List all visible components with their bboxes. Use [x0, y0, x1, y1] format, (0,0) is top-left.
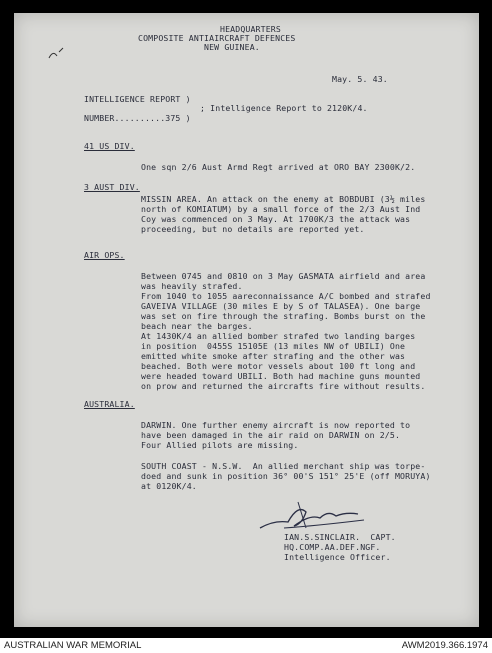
signature-title: Intelligence Officer. — [284, 552, 391, 562]
australia-line: SOUTH COAST - N.S.W. An allied merchant ship was torpe- — [141, 461, 426, 471]
section-heading-air-ops: AIR OPS. — [84, 250, 125, 260]
section-text: One sqn 2/6 Aust Armd Regt arrived at ORO BAY 2300K/2. — [141, 162, 416, 172]
air-ops-line: beach near the barges. — [141, 321, 253, 331]
section-heading-3-aust-div: 3 AUST DIV. — [84, 182, 140, 192]
signature-unit: HQ.COMP.AA.DEF.NGF. — [284, 542, 381, 552]
air-ops-line: in position 0455S 15105E (13 miles NW of UBILI) One — [141, 341, 406, 351]
footer-institution: AUSTRALIAN WAR MEMORIAL — [4, 640, 142, 651]
australia-line: doed and sunk in position 36° 00'S 151° 25'E (off MORUYA) — [141, 471, 431, 481]
section-text: Coy was commenced on 3 May. At 1700K/3 the attack was — [141, 214, 411, 224]
air-ops-line: were headed toward UBILI. Both had machine guns mounted — [141, 371, 421, 381]
section-heading-australia: AUSTRALIA. — [84, 399, 135, 409]
document-page — [14, 13, 479, 627]
report-label-1: INTELLIGENCE REPORT ) — [84, 94, 191, 104]
air-ops-line: was set on fire through the strafing. Bombs burst on the — [141, 311, 426, 321]
footer-bar — [0, 638, 492, 653]
air-ops-line: was heavily strafed. — [141, 281, 243, 291]
report-title: ; Intelligence Report to 2120K/4. — [200, 103, 368, 113]
typed-text — [14, 13, 479, 627]
header-line-3: NEW GUINEA. — [204, 42, 260, 52]
handwritten-signature — [254, 498, 374, 536]
air-ops-line: GAVEIVA VILLAGE (30 miles E by S of TALASEA). One barge — [141, 301, 421, 311]
air-ops-line: on prow and returned the aircrafts fire without results. — [141, 381, 426, 391]
footer-accession-number: AWM2019.366.1974 — [401, 640, 488, 651]
section-text: MISSIN AREA. An attack on the enemy at BOBDUBI (3½ miles — [141, 194, 426, 204]
air-ops-line: At 1430K/4 an allied bomber strafed two landing barges — [141, 331, 416, 341]
report-number: NUMBER..........375 ) — [84, 113, 191, 123]
air-ops-line: From 1040 to 1055 aareconnaissance A/C bombed and strafed — [141, 291, 431, 301]
header-line-1: HEADQUARTERS — [220, 24, 281, 34]
air-ops-line: emitted white smoke after strafing and the other was — [141, 351, 406, 361]
australia-line: have been damaged in the air raid on DARWIN on 2/5. — [141, 430, 401, 440]
section-text: proceeding, but no details are reported yet. — [141, 224, 365, 234]
ink-mark — [47, 46, 67, 62]
air-ops-line: beached. Both were motor vessels about 100 ft long and — [141, 361, 416, 371]
section-heading-41-us-div: 41 US DIV. — [84, 141, 135, 151]
australia-line: at 0120K/4. — [141, 481, 197, 491]
australia-line: DARWIN. One further enemy aircraft is now reported to — [141, 420, 411, 430]
australia-line: Four Allied pilots are missing. — [141, 440, 299, 450]
report-date: May. 5. 43. — [332, 74, 388, 84]
header-line-2: COMPOSITE ANTIAIRCRAFT DEFENCES — [138, 33, 296, 43]
air-ops-line: Between 0745 and 0810 on 3 May GASMATA airfield and area — [141, 271, 426, 281]
signature-name: IAN.S.SINCLAIR. CAPT. — [284, 532, 396, 542]
section-text: north of KOMIATUM) by a small force of the 2/3 Aust Ind — [141, 204, 421, 214]
